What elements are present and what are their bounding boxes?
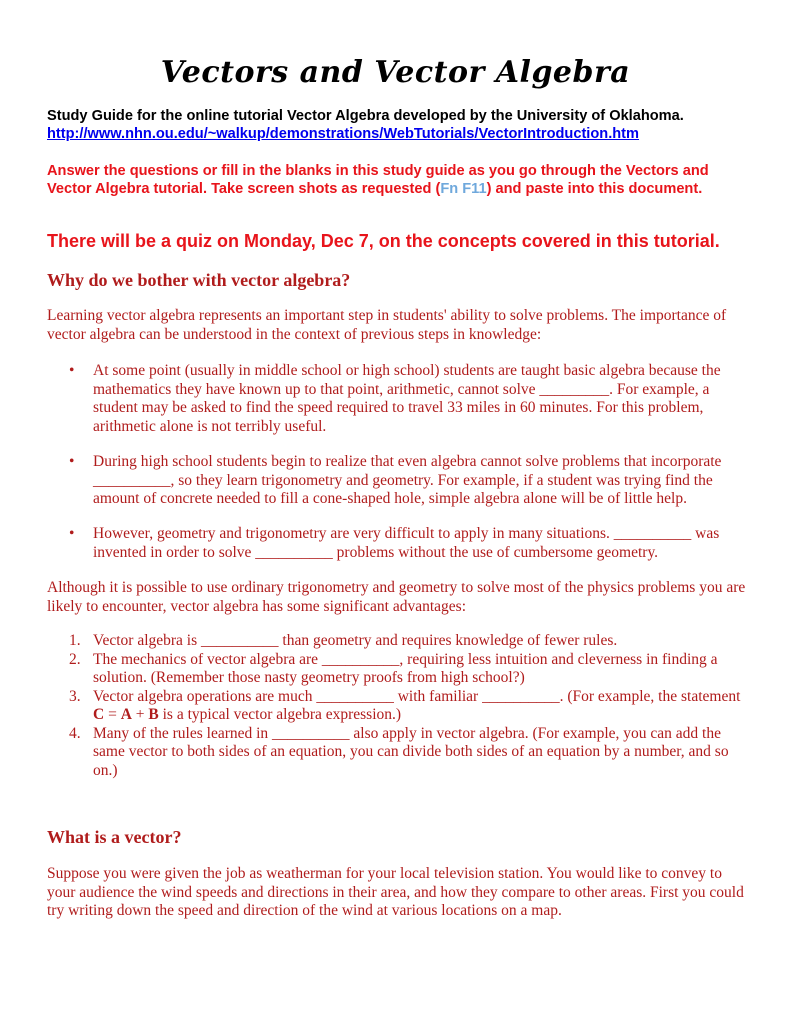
instructions-text-start: Answer the questions or fill in the blanks in this study guide as you go through the Vectors and Vector Algebra tutorial. Take screen shots as requested (	[47, 163, 709, 197]
list-item-text: The mechanics of vector algebra are __________, requiring less intuition and cleverness in finding a solution. (Remember those nasty geometry proofs from high school?)	[93, 650, 718, 686]
section-heading-why: Why do we bother with vector algebra?	[47, 270, 351, 290]
advantages-intro: Although it is possible to use ordinary trigonometry and geometry to solve most of the physics problems you are likely to encounter, vector algebra has some significant advantages:	[47, 579, 746, 615]
vector-c: C	[93, 706, 105, 723]
list-number: 3.	[69, 687, 81, 705]
plus-sign: +	[131, 706, 149, 723]
reasons-list-3	[47, 525, 747, 562]
list-number: 4.	[69, 724, 81, 742]
tutorial-link[interactable]: http://www.nhn.ou.edu/~walkup/demonstrations/WebTutorials/VectorIntroduction.htm	[47, 126, 640, 142]
section-what-para: Suppose you were given the job as weatherman for your local television station. You would like to convey to your audience the wind speeds and directions in their area, and how they compare to other areas. First you could try writing down the speed and direction of the wind at various locations on a map.	[47, 865, 744, 919]
vector-a: A	[120, 706, 132, 723]
list-item	[47, 525, 747, 562]
list-item	[47, 688, 747, 725]
study-guide-intro	[47, 107, 747, 143]
vector-b: B	[148, 706, 159, 723]
list-item	[47, 362, 747, 436]
instructions	[47, 162, 747, 198]
list-item	[47, 632, 747, 651]
reasons-list-2	[47, 453, 747, 509]
section-heading-what: What is a vector?	[47, 827, 182, 847]
list-item-text-start: Vector algebra operations are much __________ with familiar __________. (For example, the statement	[93, 687, 741, 705]
equals-sign: =	[104, 706, 121, 723]
bullet-icon: •	[69, 453, 75, 470]
list-item-text: Many of the rules learned in __________ also apply in vector algebra. (For example, you can add the same vector to both sides of an equation, you can divide both sides of an equation by a number, and so on.)	[93, 724, 729, 779]
list-number: 1.	[69, 632, 81, 649]
list-item	[47, 453, 747, 509]
intro-text: Study Guide for the online tutorial Vector Algebra developed by the University of Oklahoma.	[47, 108, 684, 124]
instructions-text-end: ) and paste into this document.	[486, 181, 703, 197]
bullet-icon: •	[69, 362, 75, 379]
list-item-text: At some point (usually in middle school or high school) students are taught basic algebra because the mathematics they have known up to that point, arithmetic, cannot solve _________. For example, a student may be asked to find the speed required to travel 33 miles in 60 minutes. For this problem, arithmetic alone is not terribly useful.	[93, 362, 721, 435]
list-number: 2.	[69, 650, 81, 668]
bullet-icon: •	[69, 525, 75, 542]
document-title: Vectors and Vector Algebra	[160, 55, 631, 90]
advantages-list	[47, 632, 747, 780]
section-why-intro: Learning vector algebra represents an important step in students' ability to solve problems. The importance of vector algebra can be understood in the context of previous steps in knowledge:	[47, 307, 727, 343]
list-item-text: Vector algebra is __________ than geometry and requires knowledge of fewer rules.	[93, 632, 618, 649]
list-item-text-end: is a typical vector algebra expression.)	[158, 706, 402, 723]
list-item-text: However, geometry and trigonometry are very difficult to apply in many situations. __________ was invented in order to solve __________ problems without the use of cumbersome geometry.	[93, 525, 720, 561]
list-item-text: During high school students begin to realize that even algebra cannot solve problems that incorporate __________, so they learn trigonometry and geometry. For example, if a student was trying find the amount of concrete needed to fill a cone-shaped hole, simple algebra alone will be of little help.	[93, 453, 722, 507]
screenshot-key: Fn F11	[440, 181, 487, 197]
list-item	[47, 651, 747, 688]
reasons-list	[47, 362, 747, 436]
quiz-notice: There will be a quiz on Monday, Dec 7, on the concepts covered in this tutorial.	[47, 231, 720, 251]
list-item	[47, 725, 747, 781]
